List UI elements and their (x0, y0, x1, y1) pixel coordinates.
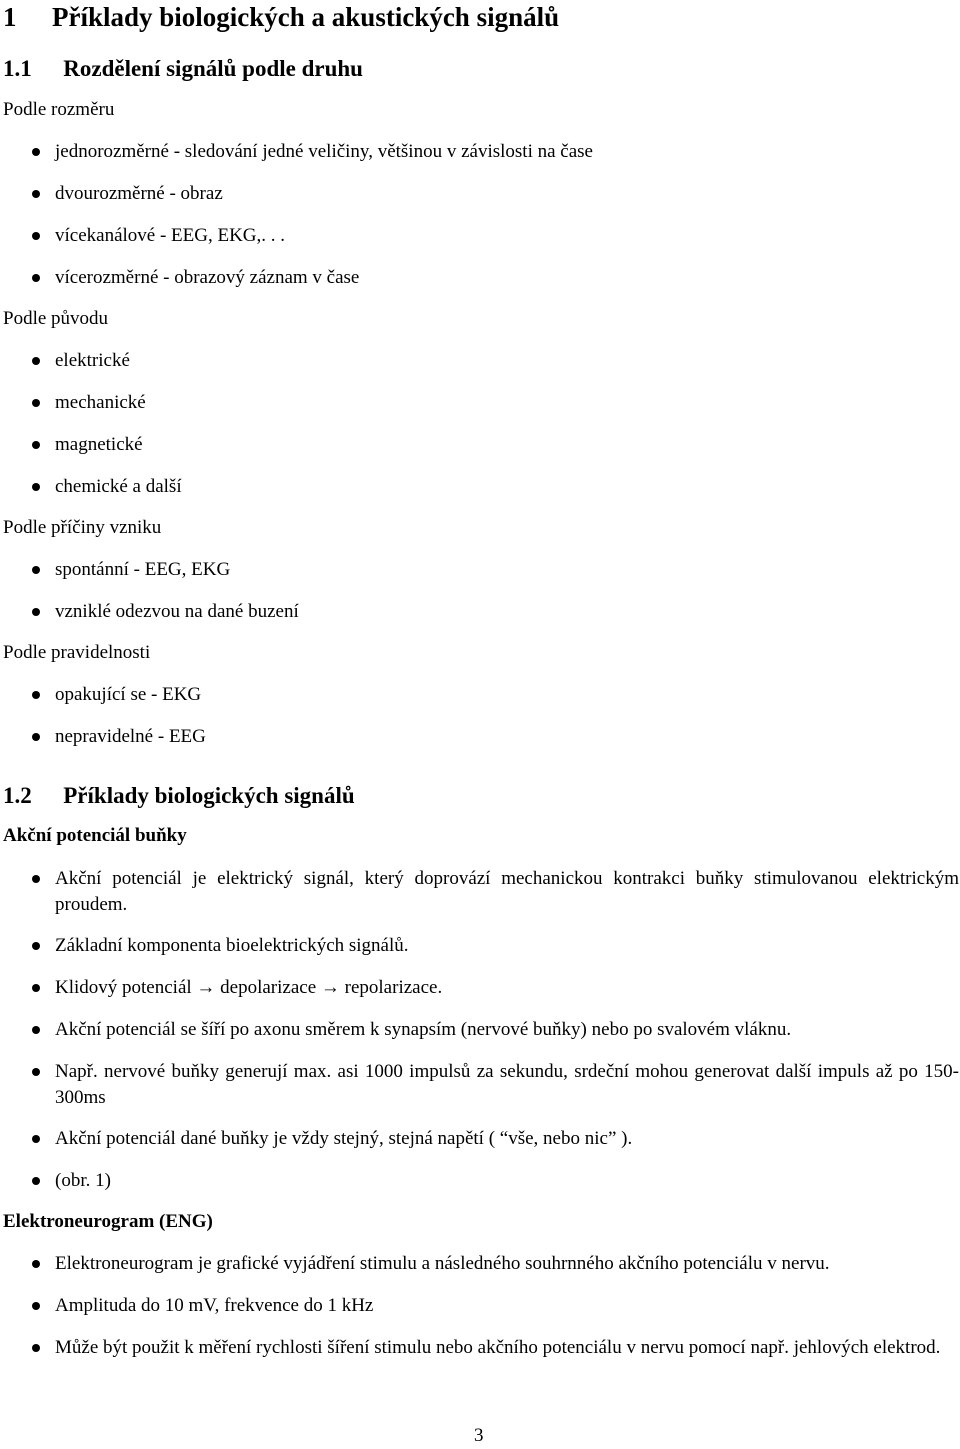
list-item: chemické a další (55, 476, 182, 497)
bullet-icon (32, 1135, 40, 1143)
bullet-icon (32, 875, 40, 883)
group-label: Podle původu (3, 308, 109, 329)
group-label: Podle příčiny vzniku (3, 517, 162, 538)
list-item: vícekanálové - EEG, EKG,. . . (55, 225, 286, 246)
bullet-icon (32, 1302, 40, 1310)
list-item: Základní komponenta bioelektrických signálů. (55, 935, 409, 956)
bullet-icon (32, 942, 40, 950)
list-item: Může být použit k měření rychlosti šíření stimulu nebo akčního potenciálu v nervu pomocí např. jehlových elektrod. (55, 1337, 941, 1358)
bullet-icon (32, 441, 40, 449)
list-item: vzniklé odezvou na dané buzení (55, 601, 299, 622)
chapter-number: 1 (3, 2, 17, 32)
list-item: magnetické (55, 434, 143, 455)
bullet-icon (32, 984, 40, 992)
bullet-icon (32, 1344, 40, 1352)
page-number: 3 (474, 1425, 484, 1446)
section-number: 1.2 (3, 783, 32, 808)
group-label: Podle rozměru (3, 99, 115, 120)
list-item: Klidový potenciál → depolarizace → repolarizace. (55, 977, 443, 998)
bullet-icon (32, 232, 40, 240)
subsection-heading: Akční potenciál buňky (3, 825, 187, 846)
bullet-icon (32, 733, 40, 741)
list-item: nepravidelné - EEG (55, 726, 206, 747)
list-item: mechanické (55, 392, 146, 413)
bullet-icon (32, 691, 40, 699)
group-label: Podle pravidelnosti (3, 642, 151, 663)
bullet-icon (32, 566, 40, 574)
section-heading (3, 782, 355, 810)
bullet-icon (32, 1068, 40, 1076)
bullet-icon (32, 399, 40, 407)
bullet-icon (32, 1026, 40, 1034)
list-item: Amplituda do 10 mV, frekvence do 1 kHz (55, 1295, 374, 1316)
bullet-icon (32, 190, 40, 198)
bullet-icon (32, 148, 40, 156)
list-item: Akční potenciál se šíří po axonu směrem k synapsím (nervové buňky) nebo po svalovém vláknu. (55, 1019, 792, 1040)
list-item: vícerozměrné - obrazový záznam v čase (55, 267, 360, 288)
bullet-icon (32, 608, 40, 616)
bullet-icon (32, 1260, 40, 1268)
chapter-title: Příklady biologických a akustických signálů (52, 2, 560, 32)
chapter-heading (3, 1, 559, 33)
list-item: jednorozměrné - sledování jedné veličiny, většinou v závislosti na čase (55, 141, 593, 162)
section-title: Příklady biologických signálů (63, 783, 355, 808)
list-item: (obr. 1) (55, 1170, 111, 1191)
section-title: Rozdělení signálů podle druhu (63, 56, 363, 81)
bullet-icon (32, 274, 40, 282)
bullet-icon (32, 483, 40, 491)
subsection-heading: Elektroneurogram (ENG) (3, 1211, 213, 1232)
list-item: Elektroneurogram je grafické vyjádření stimulu a následného souhrnného akčního potenciálu v nervu. (55, 1253, 830, 1274)
list-item: opakující se - EKG (55, 684, 202, 705)
list-item: elektrické (55, 350, 130, 371)
list-item: dvourozměrné - obraz (55, 183, 223, 204)
bullet-icon (32, 1177, 40, 1185)
list-item: Akční potenciál je elektrický signál, který doprovází mechanickou kontrakci buňky stimulovanou elektrickým proudem. (55, 868, 959, 915)
section-heading (3, 55, 363, 83)
list-item: spontánní - EEG, EKG (55, 559, 231, 580)
list-item: Akční potenciál dané buňky je vždy stejný, stejná napětí ( “vše, nebo nic” ). (55, 1128, 633, 1149)
section-number: 1.1 (3, 56, 32, 81)
list-item: Např. nervové buňky generují max. asi 1000 impulsů za sekundu, srdeční mohou generovat další impuls až po 150-300ms (55, 1061, 959, 1108)
bullet-icon (32, 357, 40, 365)
